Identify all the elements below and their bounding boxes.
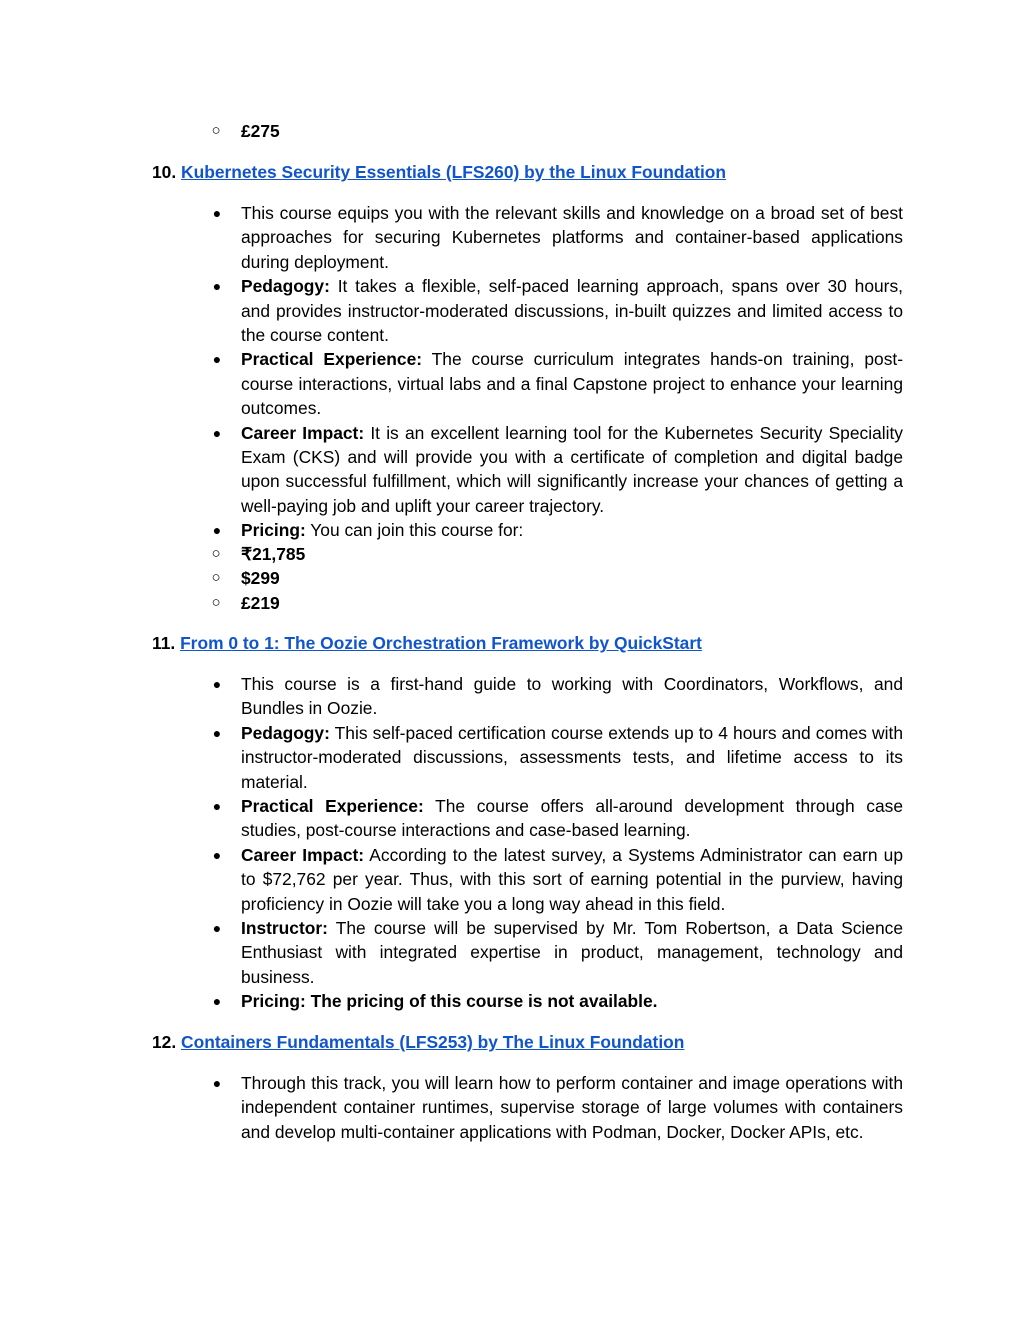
bullet-icon: ● [212, 798, 222, 815]
list-item: ● Practical Experience: The course offers all-around development through case studies, post-course interactions and case-based learning. [241, 794, 903, 843]
bullet-label: Instructor: [241, 918, 328, 939]
bullet-icon: ● [212, 205, 222, 221]
price-item [211, 566, 280, 590]
bullet-label: Pricing: The pricing of this course is not available. [241, 991, 658, 1012]
bullet-label: Practical Experience: [241, 796, 424, 817]
price-item [211, 591, 280, 615]
course-link-oozie[interactable]: From 0 to 1: The Oozie Orchestration Framework by QuickStart [180, 633, 702, 653]
section-10-bullets [212, 201, 904, 543]
price-value: ₹21,785 [241, 544, 306, 564]
price-value: £275 [241, 121, 280, 141]
bullet-icon: ● [212, 724, 222, 741]
list-item: ● Career Impact: According to the latest survey, a Systems Administrator can earn up to $72,762 per year. Thus, with this sort of earning potential in the purview, having proficiency in Oozie will take you a long way ahead in this field. [241, 843, 903, 916]
list-item: ● Through this track, you will learn how to perform container and image operations with independent container runtimes, supervise storage of large volumes with containers and develop multi-container applications with Podman, Docker, Docker APIs, etc. [241, 1071, 903, 1144]
section-number: 12. [152, 1032, 182, 1052]
bullet-icon: ● [212, 278, 222, 295]
list-item [212, 989, 903, 1013]
bullet-label: Career Impact: [241, 422, 365, 443]
list-item: ● Pedagogy: This self-paced certification course extends up to 4 hours and comes with instructor-moderated discussions, assessments tests, and lifetime access to its material. [241, 721, 903, 794]
section-number: 11. [152, 633, 181, 653]
bullet-label: Pricing: [241, 520, 306, 541]
bullet-icon: ● [212, 522, 222, 539]
bullet-icon: ● [212, 846, 222, 863]
section-number: 10. [152, 162, 182, 182]
price-value: £219 [241, 593, 280, 613]
bullet-label: Pedagogy: [241, 276, 330, 297]
price-item [211, 542, 306, 566]
price-item [211, 119, 280, 143]
list-item: ● Career Impact: It is an excellent learning tool for the Kubernetes Security Speciality Exam (CKS) and will provide you with a certificate of completion and digital badge upon successful fulfillment, which will significantly increase your chances of getting a well-paying job and uplift your career trajectory. [241, 421, 903, 519]
bullet-label: Practical Experience: [241, 349, 423, 370]
section-heading-12 [152, 1030, 684, 1054]
hollow-bullet-icon: ○ [211, 594, 221, 611]
section-heading-10 [152, 160, 726, 184]
bullet-icon: ● [212, 676, 222, 692]
hollow-bullet-icon: ○ [211, 569, 221, 586]
list-item: ● This course is a first-hand guide to working with Coordinators, Workflows, and Bundles in Oozie. [241, 672, 903, 721]
bullet-icon: ● [212, 1075, 222, 1091]
list-item: ● Pedagogy: It takes a flexible, self-paced learning approach, spans over 30 hours, and provides instructor-moderated discussions, in-built quizzes and limited access to the course content. [241, 274, 903, 347]
section-12-bullets [212, 1071, 903, 1144]
bullet-icon: ● [212, 424, 222, 441]
bullet-label: Pedagogy: [241, 722, 330, 743]
price-value: $299 [241, 568, 280, 588]
section-heading-11 [152, 631, 702, 655]
hollow-bullet-icon: ○ [211, 545, 221, 562]
course-link-containers-fundamentals[interactable]: Containers Fundamentals (LFS253) by The Linux Foundation [181, 1032, 685, 1052]
list-item: ● This course equips you with the relevant skills and knowledge on a broad set of best approaches for securing Kubernetes platforms and container-based applications during deployment. [241, 201, 903, 274]
bullet-icon: ● [212, 351, 222, 368]
bullet-label: Career Impact: [241, 844, 365, 865]
hollow-bullet-icon: ○ [211, 122, 221, 139]
section-11-bullets [212, 672, 903, 1014]
bullet-icon: ● [212, 920, 222, 937]
list-item: ● Instructor: The course will be supervised by Mr. Tom Robertson, a Data Science Enthusiast with integrated expertise in product, management, technology and business. [241, 916, 903, 989]
course-link-kubernetes-security[interactable]: Kubernetes Security Essentials (LFS260) by the Linux Foundation [181, 162, 727, 182]
list-item: ● Pricing: You can join this course for: [241, 518, 903, 542]
bullet-icon: ● [212, 993, 222, 1010]
list-item: ● Practical Experience: The course curriculum integrates hands-on training, post-course interactions, virtual labs and a final Capstone project to enhance your learning outcomes. [241, 347, 903, 420]
